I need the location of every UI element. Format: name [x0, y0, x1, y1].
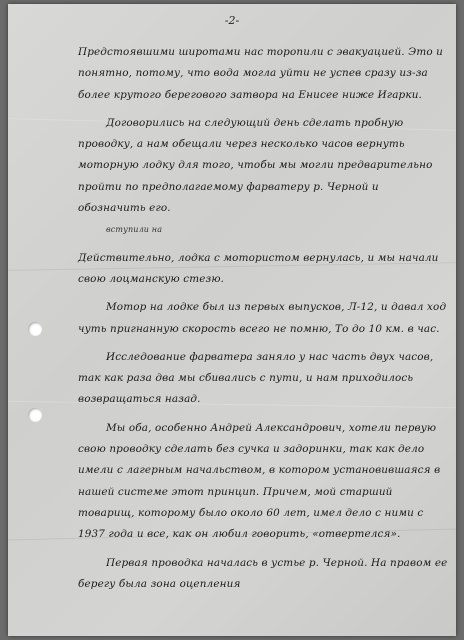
paragraph: Договорились на следующий день сделать пробную проводку, а нам обещали через несколько часов вернуть моторную лодку для того, чтобы мы могли предварительно пройти по предполагаемому фарватеру р. Черной и обозначить его.: [78, 116, 433, 215]
paragraph: [78, 226, 448, 290]
punch-hole: [28, 322, 42, 336]
document-page: [8, 4, 456, 636]
punch-hole: [28, 408, 42, 422]
paragraph: Предстоявшими широтами нас торопили с эвакуацией. Это и понятно, потому, что вода могла уйти не успев сразу из-за более крутого берегового затвора на Енисее ниже Игарки.: [78, 46, 444, 101]
paragraph: Мотор на лодке был из первых выпусков, Л-12, и давал ход чуть пригнанную скорость всего не помню, То до 10 км. в час.: [78, 301, 447, 335]
paragraph: Первая проводка началась в устье р. Черной. На правом ее берегу была зона оцепления: [78, 556, 448, 590]
paragraph: Исследование фарватера заняло у нас часть двух часов, так как раза два мы сбивались с пути, и нам приходилось возвращаться назад.: [78, 350, 434, 406]
paragraph-text: Действительно, лодка с мотористом вернулась, и мы начали свою лоцманскую стезю.: [78, 251, 439, 285]
paragraph: Мы оба, особенно Андрей Александрович, хотели первую свою проводку сделать без сучка и задоринки, так как дело имели с лагерным начальством, в котором установившаяся в нашей системе этот принцип. Причем, мой старший товарищ, которому было около 60 лет, имел дело с ними с 1937 года и все, как он любил говорить, «отвертелся».: [78, 421, 441, 541]
handwritten-text: [78, 42, 448, 602]
inserted-note: вступили на: [106, 225, 163, 235]
page-number: -2-: [224, 14, 240, 27]
